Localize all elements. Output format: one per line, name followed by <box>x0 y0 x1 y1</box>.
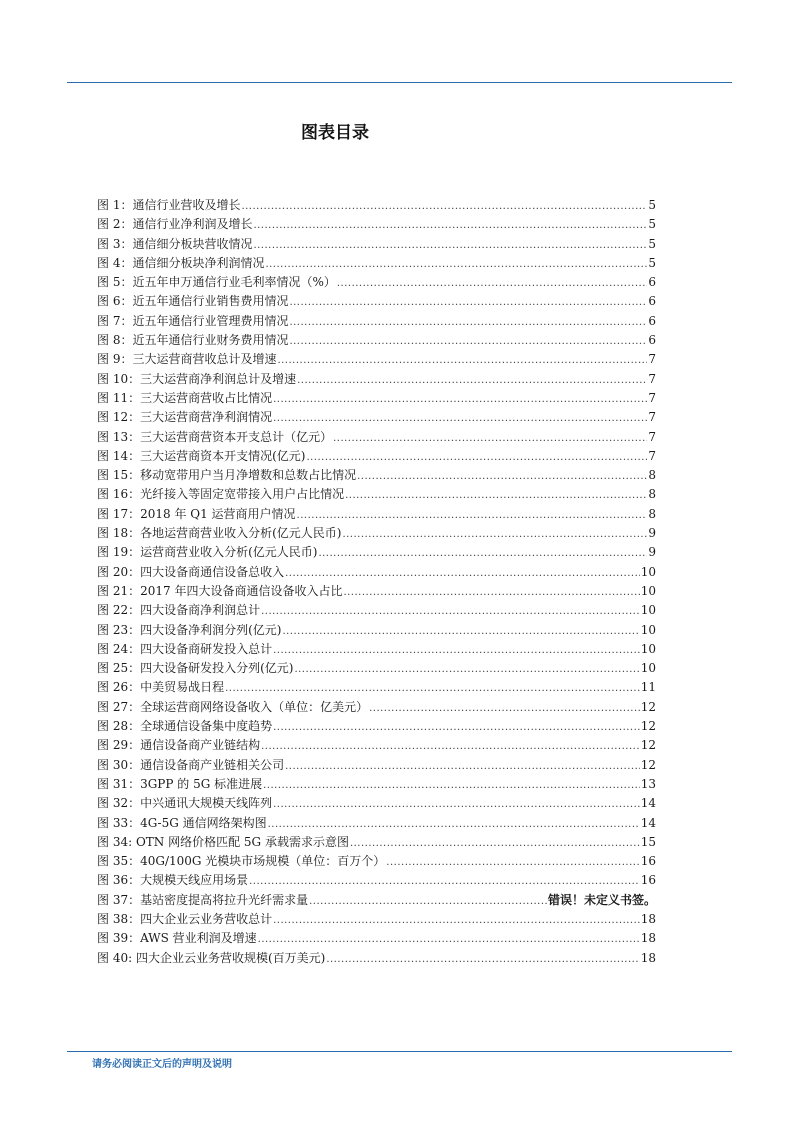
toc-entry[interactable] <box>97 370 656 389</box>
dot-leader <box>285 564 640 583</box>
header-rule <box>67 82 732 83</box>
toc-entry-broken-bookmark[interactable] <box>97 891 656 910</box>
toc-entry[interactable] <box>97 428 656 447</box>
toc-entry-page: 12 <box>640 719 656 734</box>
toc-entry-label: 图 2：通信行业净利润及增长 <box>97 217 253 232</box>
dot-leader <box>253 236 647 255</box>
toc-entry-page: 18 <box>640 931 656 946</box>
toc-entry-label: 图 22：四大设备商净利润总计 <box>97 603 261 618</box>
dot-leader <box>297 506 648 525</box>
toc-entry-label: 图 37：基站密度提高将拉升光纤需求量 <box>97 892 309 907</box>
toc-entry-page: 5 <box>648 198 656 212</box>
toc-entry[interactable] <box>97 640 656 659</box>
dot-leader <box>357 467 647 486</box>
dot-leader <box>326 950 639 969</box>
toc-entry-page: 6 <box>648 313 656 328</box>
toc-entry-label: 图 38：四大企业云业务营收总计 <box>97 911 273 926</box>
dot-leader <box>386 853 639 872</box>
dot-leader <box>289 293 647 312</box>
toc-entry-page: 14 <box>640 796 656 811</box>
toc-entry[interactable] <box>97 563 656 582</box>
toc-entry[interactable] <box>97 350 656 369</box>
toc-entry-page: 5 <box>648 217 656 232</box>
dot-leader <box>309 892 547 911</box>
dot-leader <box>343 583 639 602</box>
toc-entry[interactable] <box>97 292 656 311</box>
toc-entry[interactable] <box>97 756 656 775</box>
toc-entry-page: 8 <box>648 468 656 483</box>
dot-leader <box>241 197 647 216</box>
toc-entry[interactable] <box>97 717 656 736</box>
toc-entry[interactable] <box>97 601 656 620</box>
toc-entry[interactable] <box>97 698 656 717</box>
toc-entry-page: 14 <box>640 815 656 830</box>
toc-entry-label: 图 35：40G/100G 光模块市场规模（单位：百万个） <box>97 854 386 869</box>
toc-entry-page: 10 <box>640 564 656 579</box>
toc-entry-label: 图 21：2017 年四大设备商通信设备收入占比 <box>97 583 343 598</box>
toc-entry-page: 6 <box>648 275 656 290</box>
dot-leader <box>350 834 640 853</box>
toc-entry-label: 图 32：中兴通讯大规模天线阵列 <box>97 796 273 811</box>
toc-entry-page: 10 <box>640 641 656 656</box>
toc-entry-page: 12 <box>640 699 656 714</box>
toc-entry-label: 图 12：三大运营商营净利润情况 <box>97 410 273 425</box>
toc-entry-label: 图 34: OTN 网络价格匹配 5G 承载需求示意图 <box>97 834 349 849</box>
dot-leader <box>333 429 647 448</box>
toc-entry-label: 图 33：4G-5G 通信网络架构图 <box>97 815 267 830</box>
toc-entry-label: 图 24：四大设备商研发投入总计 <box>97 641 273 656</box>
toc-entry[interactable] <box>97 447 656 466</box>
toc-entry[interactable] <box>97 852 656 871</box>
dot-leader <box>263 776 640 795</box>
dot-leader <box>258 930 640 949</box>
toc-entry[interactable] <box>97 814 656 833</box>
toc-entry-page: 10 <box>640 583 656 598</box>
toc-entry-label: 图 26：中美贸易战日程 <box>97 680 225 695</box>
dot-leader <box>289 332 647 351</box>
toc-entry[interactable] <box>97 929 656 948</box>
toc-entry-page: 10 <box>640 622 656 637</box>
toc-entry[interactable] <box>97 910 656 929</box>
dot-leader <box>268 815 640 834</box>
toc-entry[interactable] <box>97 582 656 601</box>
toc-entry-label: 图 4：通信细分板块净利润情况 <box>97 255 265 270</box>
toc-entry-page: 10 <box>640 661 656 676</box>
toc-entry[interactable] <box>97 215 656 234</box>
dot-leader <box>297 371 647 390</box>
toc-entry[interactable] <box>97 621 656 640</box>
toc-entry-page: 16 <box>640 873 656 888</box>
dot-leader <box>253 216 647 235</box>
dot-leader <box>273 641 640 660</box>
toc-entry-page: 10 <box>640 603 656 618</box>
toc-entry[interactable] <box>97 254 656 273</box>
toc-entry-page: 6 <box>648 333 656 348</box>
toc-entry-label: 图 40: 四大企业云业务营收规模(百万美元) <box>97 950 326 965</box>
toc-entry-label: 图 19：运营商营业收入分析(亿元人民币) <box>97 545 318 560</box>
dot-leader <box>273 409 647 428</box>
toc-entry-page: 13 <box>640 776 656 791</box>
toc-entry-page: 11 <box>640 680 656 695</box>
toc-entry[interactable] <box>97 775 656 794</box>
footer-disclaimer: 请务必阅读正文后的声明及说明 <box>92 1059 232 1070</box>
toc-entry[interactable] <box>97 833 656 852</box>
toc-entry[interactable] <box>97 235 656 254</box>
toc-entry-page: 18 <box>640 950 656 965</box>
dot-leader <box>289 313 647 332</box>
toc-entry-label: 图 18：各地运营商营业收入分析(亿元人民币) <box>97 526 342 541</box>
toc-entry-label: 图 25：四大设备研发投入分列(亿元) <box>97 661 294 676</box>
toc-entry[interactable] <box>97 466 656 485</box>
toc-entry-page: 8 <box>648 487 656 502</box>
toc-entry[interactable] <box>97 196 656 215</box>
toc-entry-page: 7 <box>648 352 656 367</box>
toc-entry-label: 图 9：三大运营商营收总计及增速 <box>97 352 277 367</box>
dot-leader <box>265 255 647 274</box>
toc-entry[interactable] <box>97 543 656 562</box>
dot-leader <box>249 872 640 891</box>
toc-entry[interactable] <box>97 659 656 678</box>
toc-entry-label: 图 14：三大运营商资本开支情况(亿元) <box>97 448 306 463</box>
dot-leader <box>294 660 639 679</box>
toc-entry-label: 图 3：通信细分板块营收情况 <box>97 236 253 251</box>
toc-entry-page: 7 <box>648 429 656 444</box>
toc-entry-page: 16 <box>640 854 656 869</box>
toc-entry-label: 图 11：三大运营商营收占比情况 <box>97 390 273 405</box>
dot-leader <box>261 602 640 621</box>
dot-leader <box>273 911 640 930</box>
toc-entry-label: 图 29：通信设备商产业链结构 <box>97 738 261 753</box>
dot-leader <box>337 274 648 293</box>
toc-entry[interactable] <box>97 408 656 427</box>
toc-entry-label: 图 23：四大设备净利润分列(亿元) <box>97 622 282 637</box>
dot-leader <box>273 390 647 409</box>
toc-entry-page: 9 <box>648 526 656 541</box>
toc-entry-page: 5 <box>648 255 656 270</box>
toc-entry[interactable] <box>97 273 656 292</box>
dot-leader <box>273 795 640 814</box>
toc-entry[interactable] <box>97 389 656 408</box>
bookmark-error-text: 错误！未定义书签。 <box>547 892 656 907</box>
toc-entry-label: 图 20：四大设备商通信设备总收入 <box>97 564 285 579</box>
toc-entry[interactable] <box>97 794 656 813</box>
toc-entry-label: 图 16：光纤接入等固定宽带接入用户占比情况 <box>97 487 345 502</box>
toc-entry-label: 图 17：2018 年 Q1 运营商用户情况 <box>97 506 296 521</box>
toc-entry-label: 图 1：通信行业营收及增长 <box>97 198 241 212</box>
toc-entry-label: 图 31：3GPP 的 5G 标准进展 <box>97 776 263 791</box>
dot-leader <box>261 737 640 756</box>
toc-entry[interactable] <box>97 524 656 543</box>
toc-entry-page: 9 <box>648 545 656 560</box>
toc-entry-page: 12 <box>640 757 656 772</box>
toc-entry-label: 图 30：通信设备商产业链相关公司 <box>97 757 285 772</box>
dot-leader <box>273 718 640 737</box>
dot-leader <box>345 486 647 505</box>
toc-entry[interactable] <box>97 949 656 968</box>
toc-entry-page: 7 <box>648 410 656 425</box>
toc-entry-label: 图 27：全球运营商网络设备收入（单位：亿美元） <box>97 699 369 714</box>
toc-entry-label: 图 5：近五年申万通信行业毛利率情况（%） <box>97 275 336 290</box>
toc-entry-page: 15 <box>640 834 656 849</box>
toc-entry-page: 18 <box>640 911 656 926</box>
dot-leader <box>306 448 647 467</box>
toc-entry[interactable] <box>97 678 656 697</box>
toc-entry-label: 图 8：近五年通信行业财务费用情况 <box>97 333 289 348</box>
toc-entry[interactable] <box>97 871 656 890</box>
toc-entry-label: 图 15：移动宽带用户当月净增数和总数占比情况 <box>97 468 357 483</box>
toc-entry-page: 12 <box>640 738 656 753</box>
figure-index <box>97 196 656 968</box>
toc-entry-page: 8 <box>648 506 656 521</box>
toc-entry-label: 图 39：AWS 营业利润及增速 <box>97 931 257 946</box>
dot-leader <box>225 679 640 698</box>
dot-leader <box>342 525 647 544</box>
toc-entry[interactable] <box>97 331 656 350</box>
toc-entry[interactable] <box>97 505 656 524</box>
toc-entry[interactable] <box>97 736 656 755</box>
toc-entry[interactable] <box>97 312 656 331</box>
dot-leader <box>277 351 647 370</box>
toc-entry-label: 图 6：近五年通信行业销售费用情况 <box>97 294 289 309</box>
toc-entry-label: 图 13：三大运营商营资本开支总计（亿元） <box>97 429 333 444</box>
toc-entry-page: 7 <box>648 390 656 405</box>
toc-entry-page: 7 <box>648 448 656 463</box>
toc-entry-label: 图 36：大规模天线应用场景 <box>97 873 249 888</box>
toc-entry-page: 6 <box>648 294 656 309</box>
toc-entry-page: 5 <box>648 236 656 251</box>
toc-entry[interactable] <box>97 485 656 504</box>
footer-rule <box>67 1051 732 1052</box>
dot-leader <box>369 699 640 718</box>
page-title: 图表目录 <box>301 123 369 143</box>
toc-entry-label: 图 28：全球通信设备集中度趋势 <box>97 719 273 734</box>
toc-entry-label: 图 10：三大运营商净利润总计及增速 <box>97 371 297 386</box>
toc-entry-label: 图 7：近五年通信行业管理费用情况 <box>97 313 289 328</box>
toc-entry-page: 7 <box>648 371 656 386</box>
dot-leader <box>282 622 639 641</box>
dot-leader <box>318 544 647 563</box>
dot-leader <box>285 757 640 776</box>
